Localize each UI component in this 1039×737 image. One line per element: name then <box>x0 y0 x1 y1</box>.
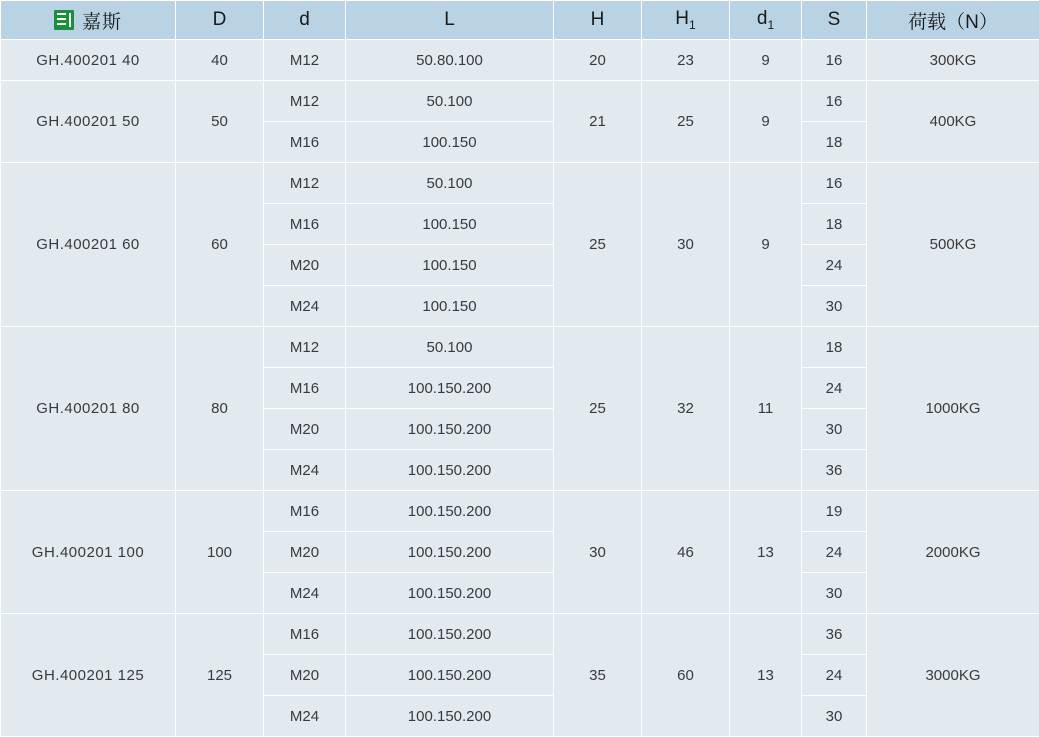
column-header-H: H <box>554 1 642 40</box>
cell-L: 100.150.200 <box>346 532 554 573</box>
cell-H: 25 <box>554 163 642 327</box>
cell-model: GH.400201 50 <box>1 81 176 163</box>
cell-L: 100.150.200 <box>346 655 554 696</box>
cell-d: M24 <box>264 450 346 491</box>
column-header-D: D <box>176 1 264 40</box>
column-header-load: 荷载（N） <box>867 1 1039 40</box>
cell-D: 60 <box>176 163 264 327</box>
cell-load: 1000KG <box>867 327 1039 491</box>
cell-S: 30 <box>802 286 867 327</box>
table-row <box>1 327 1039 368</box>
cell-d1: 9 <box>730 163 802 327</box>
brand-header-cell <box>1 1 176 40</box>
column-header-S: S <box>802 1 867 40</box>
column-header-H1 <box>642 1 730 40</box>
header-h1-base: H <box>675 8 689 29</box>
cell-L: 100.150.200 <box>346 368 554 409</box>
cell-d: M16 <box>264 491 346 532</box>
cell-S: 36 <box>802 450 867 491</box>
cell-d: M16 <box>264 368 346 409</box>
cell-H1: 46 <box>642 491 730 614</box>
brand-name: 嘉斯 <box>82 7 122 34</box>
cell-H1: 23 <box>642 40 730 81</box>
cell-S: 24 <box>802 368 867 409</box>
header-row <box>1 1 1039 40</box>
cell-S: 30 <box>802 696 867 737</box>
cell-D: 40 <box>176 40 264 81</box>
cell-L: 50.100 <box>346 163 554 204</box>
cell-S: 24 <box>802 245 867 286</box>
cell-d: M16 <box>264 614 346 655</box>
cell-d: M20 <box>264 409 346 450</box>
cell-L: 100.150 <box>346 245 554 286</box>
cell-L: 100.150.200 <box>346 409 554 450</box>
cell-S: 24 <box>802 655 867 696</box>
column-header-d: d <box>264 1 346 40</box>
cell-S: 16 <box>802 40 867 81</box>
table-row <box>1 81 1039 122</box>
cell-d: M12 <box>264 81 346 122</box>
cell-d: M20 <box>264 532 346 573</box>
cell-S: 19 <box>802 491 867 532</box>
cell-H: 35 <box>554 614 642 737</box>
cell-d1: 11 <box>730 327 802 491</box>
header-d1-sub: 1 <box>767 18 774 32</box>
cell-d1: 13 <box>730 614 802 737</box>
cell-L: 100.150.200 <box>346 696 554 737</box>
cell-d1: 9 <box>730 40 802 81</box>
cell-S: 16 <box>802 163 867 204</box>
cell-load: 2000KG <box>867 491 1039 614</box>
cell-S: 18 <box>802 327 867 368</box>
cell-H1: 25 <box>642 81 730 163</box>
cell-S: 30 <box>802 409 867 450</box>
table-row <box>1 614 1039 655</box>
cell-L: 50.100 <box>346 81 554 122</box>
cell-H: 30 <box>554 491 642 614</box>
column-header-L: L <box>346 1 554 40</box>
cell-L: 100.150.200 <box>346 614 554 655</box>
cell-load: 500KG <box>867 163 1039 327</box>
cell-D: 125 <box>176 614 264 737</box>
cell-load: 300KG <box>867 40 1039 81</box>
cell-L: 100.150.200 <box>346 491 554 532</box>
cell-model: GH.400201 80 <box>1 327 176 491</box>
cell-L: 100.150 <box>346 204 554 245</box>
cell-D: 50 <box>176 81 264 163</box>
cell-L: 100.150.200 <box>346 573 554 614</box>
cell-model: GH.400201 125 <box>1 614 176 737</box>
cell-model: GH.400201 40 <box>1 40 176 81</box>
table-body <box>1 40 1039 737</box>
cell-H1: 32 <box>642 327 730 491</box>
cell-H1: 60 <box>642 614 730 737</box>
cell-L: 100.150 <box>346 122 554 163</box>
jiasi-logo-icon <box>54 10 74 30</box>
cell-load: 400KG <box>867 81 1039 163</box>
cell-S: 16 <box>802 81 867 122</box>
cell-H1: 30 <box>642 163 730 327</box>
cell-S: 18 <box>802 122 867 163</box>
cell-model: GH.400201 100 <box>1 491 176 614</box>
table-header <box>1 1 1039 40</box>
cell-d: M16 <box>264 122 346 163</box>
table-row <box>1 40 1039 81</box>
header-h1-sub: 1 <box>689 18 696 32</box>
header-d1-base: d <box>757 8 768 29</box>
column-header-d1 <box>730 1 802 40</box>
cell-H: 21 <box>554 81 642 163</box>
cell-D: 100 <box>176 491 264 614</box>
cell-d: M12 <box>264 40 346 81</box>
cell-d1: 9 <box>730 81 802 163</box>
cell-d: M24 <box>264 573 346 614</box>
cell-L: 100.150.200 <box>346 450 554 491</box>
cell-model: GH.400201 60 <box>1 163 176 327</box>
cell-d: M20 <box>264 245 346 286</box>
cell-d: M16 <box>264 204 346 245</box>
cell-load: 3000KG <box>867 614 1039 737</box>
cell-d: M20 <box>264 655 346 696</box>
table-row <box>1 491 1039 532</box>
table-row <box>1 163 1039 204</box>
cell-d1: 13 <box>730 491 802 614</box>
cell-S: 36 <box>802 614 867 655</box>
cell-d: M24 <box>264 696 346 737</box>
cell-L: 100.150 <box>346 286 554 327</box>
cell-d: M12 <box>264 163 346 204</box>
cell-S: 30 <box>802 573 867 614</box>
cell-d: M24 <box>264 286 346 327</box>
cell-S: 24 <box>802 532 867 573</box>
cell-H: 25 <box>554 327 642 491</box>
cell-D: 80 <box>176 327 264 491</box>
cell-L: 50.100 <box>346 327 554 368</box>
cell-H: 20 <box>554 40 642 81</box>
cell-S: 18 <box>802 204 867 245</box>
cell-d: M12 <box>264 327 346 368</box>
cell-L: 50.80.100 <box>346 40 554 81</box>
